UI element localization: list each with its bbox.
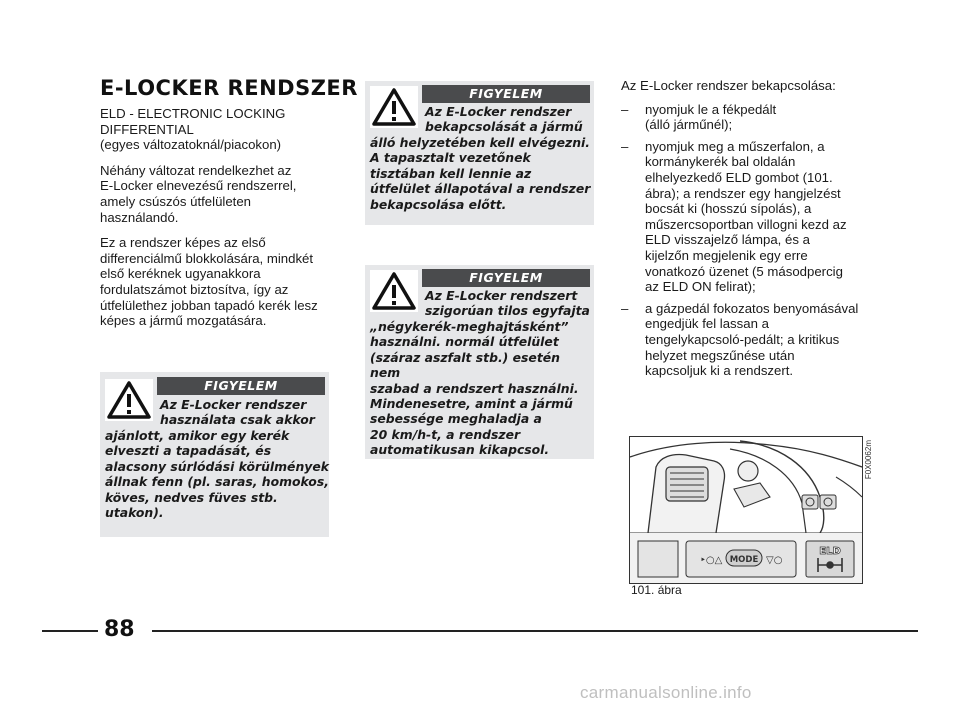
bullet-dash: – — [621, 101, 629, 117]
svg-text:▽○: ▽○ — [766, 555, 783, 566]
warning-header: FIGYELEM — [157, 377, 325, 395]
dashboard-illustration — [630, 437, 862, 583]
page-number: 88 — [104, 617, 135, 642]
warning-triangle-icon — [105, 379, 153, 421]
warning-triangle-icon — [370, 86, 418, 128]
eld-button-label: ELD — [819, 546, 841, 557]
mode-button-label: MODE — [729, 555, 759, 565]
warning-box-2 — [365, 81, 594, 225]
intro-paragraph-2: Néhány változat rendelkezhet az E-Locker elnevezésű rendszerrel, amely csúszós útfelületen használandó. — [100, 162, 297, 225]
dashboard-figure — [629, 436, 863, 584]
warning-text: „négykerék-meghajtásként” használni. normál útfelület (száraz aszfalt stb.) esetén nem szabad a rendszert használni. Mindenesetre, amint a jármű sebessége meghaladja a 20 km/h-t, a rendszer automatikusan kikapcsol. — [370, 319, 579, 458]
bullet-dash: – — [621, 300, 629, 316]
page-title: E-LOCKER RENDSZER — [100, 76, 358, 100]
procedure-step-2: – nyomjuk meg a műszerfalon, a kormánykerék bal oldalán elhelyezkedő ELD gombot (101. ábra); a rendszer egy hangjelzést bocsát ki (hosszú sípolás), a műszercsoportban villogni kezd az ELD visszajelző lámpa, és a kijelzőn megjelenik egy erre vonatkozó üzenet (5 másodpercig az ELD ON felirat); — [621, 138, 847, 295]
warning-text-indented: Az E-Locker rendszer használata csak akkor — [160, 397, 315, 428]
warning-box-1 — [100, 372, 329, 537]
intro-paragraph-3: Ez a rendszer képes az első differenciálmű blokkolására, mindkét első keréknek ugyanakkora fordulatszámot biztosítva, így az útfelülethez jobban tapadó kerék lesz képes a jármű mozgatására. — [100, 235, 318, 329]
intro-column — [100, 106, 340, 339]
procedure-step-3: – a gázpedál fokozatos benyomásával engedjük fel lassan a tengelykapcsoló-pedált; a kritikus helyzet megszűnése után kapcsoljuk ki a rendszert. — [621, 300, 859, 379]
figure-caption: 101. ábra — [631, 583, 682, 597]
footer-rule-left — [42, 630, 98, 632]
warning-header: FIGYELEM — [422, 85, 590, 103]
warning-header: FIGYELEM — [422, 269, 590, 287]
footer-rule-right — [152, 630, 918, 632]
warning-box-3 — [365, 265, 594, 459]
watermark: carmanualsonline.info — [580, 683, 752, 702]
warning-text: ajánlott, amikor egy kerék elveszti a tapadását, és alacsony súrlódási körülmények állnak fenn (pl. saras, homokos, köves, nedves füves stb. utakon). — [105, 428, 329, 521]
warning-text-indented: Az E-Locker rendszert szigorúan tilos egyfajta — [425, 288, 590, 319]
procedure-step-1: – nyomjuk le a fékpedált (álló járműnél); — [621, 101, 777, 133]
bullet-dash: – — [621, 138, 629, 154]
procedure-column — [621, 78, 861, 385]
warning-text: álló helyzetében kell elvégezni. A tapasztalt vezetőnek tisztában kell lennie az útfelület állapotával a rendszer bekapcsolása előtt. — [370, 135, 591, 212]
warning-text-indented: Az E-Locker rendszer bekapcsolását a jármű — [425, 104, 583, 135]
procedure-intro: Az E-Locker rendszer bekapcsolása: — [621, 78, 836, 93]
figure-code: F0X0062m — [864, 440, 873, 480]
svg-text:‣○△: ‣○△ — [700, 555, 723, 566]
warning-triangle-icon — [370, 270, 418, 312]
intro-paragraph-1: ELD - ELECTRONIC LOCKING DIFFERENTIAL (egyes változatoknál/piacokon) — [100, 106, 286, 153]
